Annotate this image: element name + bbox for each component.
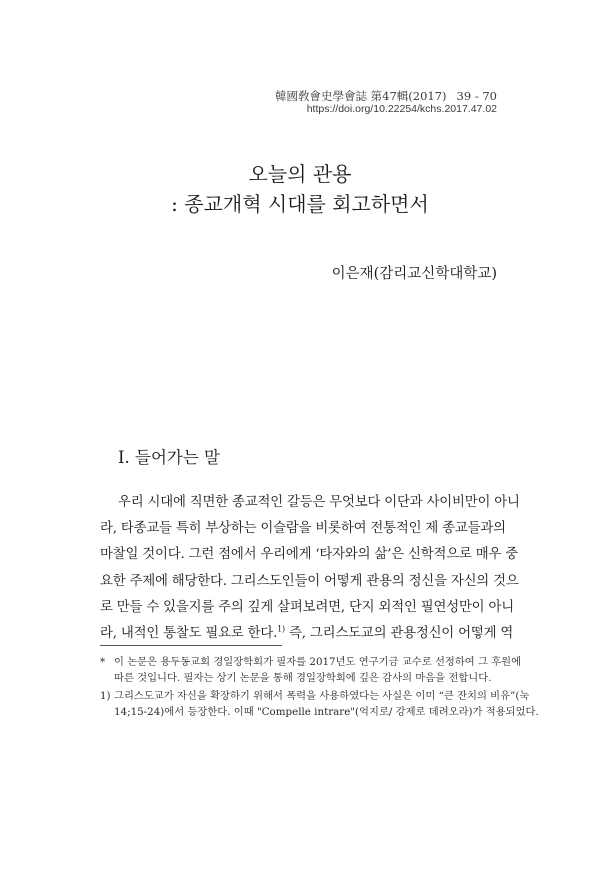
body-line-part: 라, 내적인 통찰도 필요로 한다. [100,625,278,641]
body-line: 우리 시대에 직면한 종교적인 갈등은 무엇보다 이단과 사이비만이 아니 [118,495,520,510]
footnote-mark: * [100,656,106,668]
journal-header [275,88,497,104]
footnote-line: 이 논문은 용두동교회 경일장학회가 필자를 2017년도 연구기금 교수로 선정하여 그 후원에 [114,656,522,668]
footnote-line: 그리스도교가 자신을 확장하기 위해서 폭력을 사용하였다는 사실은 이미 “큰 잔치의 비유”(눅 [114,690,530,702]
footnote-ref[interactable]: 1) [277,624,285,634]
body-line [100,621,514,647]
paper-subtitle: : 종교개혁 시대를 회고하면서 [171,192,429,216]
paper-title: 오늘의 관용 [248,162,352,186]
body-line: 로 만들 수 있을지를 주의 깊게 살펴보려면, 단지 외적인 필연성만이 아니 [100,599,514,615]
body-line: 라, 타종교들 특히 부상하는 이슬람을 비롯하여 전통적인 제 종교들과의 [100,521,506,537]
body-line: 마찰일 것이다. 그런 점에서 우리에게 ‘타자와의 삶’은 신학적으로 매우 중 [100,547,519,563]
author-affiliation: 이은재(감리교신학대학교) [331,266,497,282]
doi-link[interactable]: https://doi.org/10.22254/kchs.2017.47.02 [306,103,497,115]
body-line-part: 즉, 그리스도교의 관용정신이 어떻게 역 [289,625,514,641]
section-heading: I. 들어가는 말 [118,448,220,467]
footnote-acknowledgment [100,655,522,686]
footnote-mark: 1) [100,690,111,702]
footnote-1 [100,689,539,720]
footnote-line: 14;15-24)에서 등장한다. 이때 "Compelle intrare"(억지로/ 강제로 데려오라)가 적용되었다. [114,705,539,718]
footnote-divider [100,645,282,646]
body-paragraph [100,490,520,647]
page-range: 39 - 70 [456,89,497,103]
footnote-line: 따른 것입니다. 필자는 상기 논문을 통해 경일장학회에 깊은 감사의 마음을 전합니다. [114,671,492,684]
body-line: 요한 주제에 해당한다. 그리스도인들이 어떻게 관용의 정신을 자신의 것으 [100,573,519,589]
journal-name: 韓國敎會史學會誌 第47輯(2017) [275,89,447,103]
